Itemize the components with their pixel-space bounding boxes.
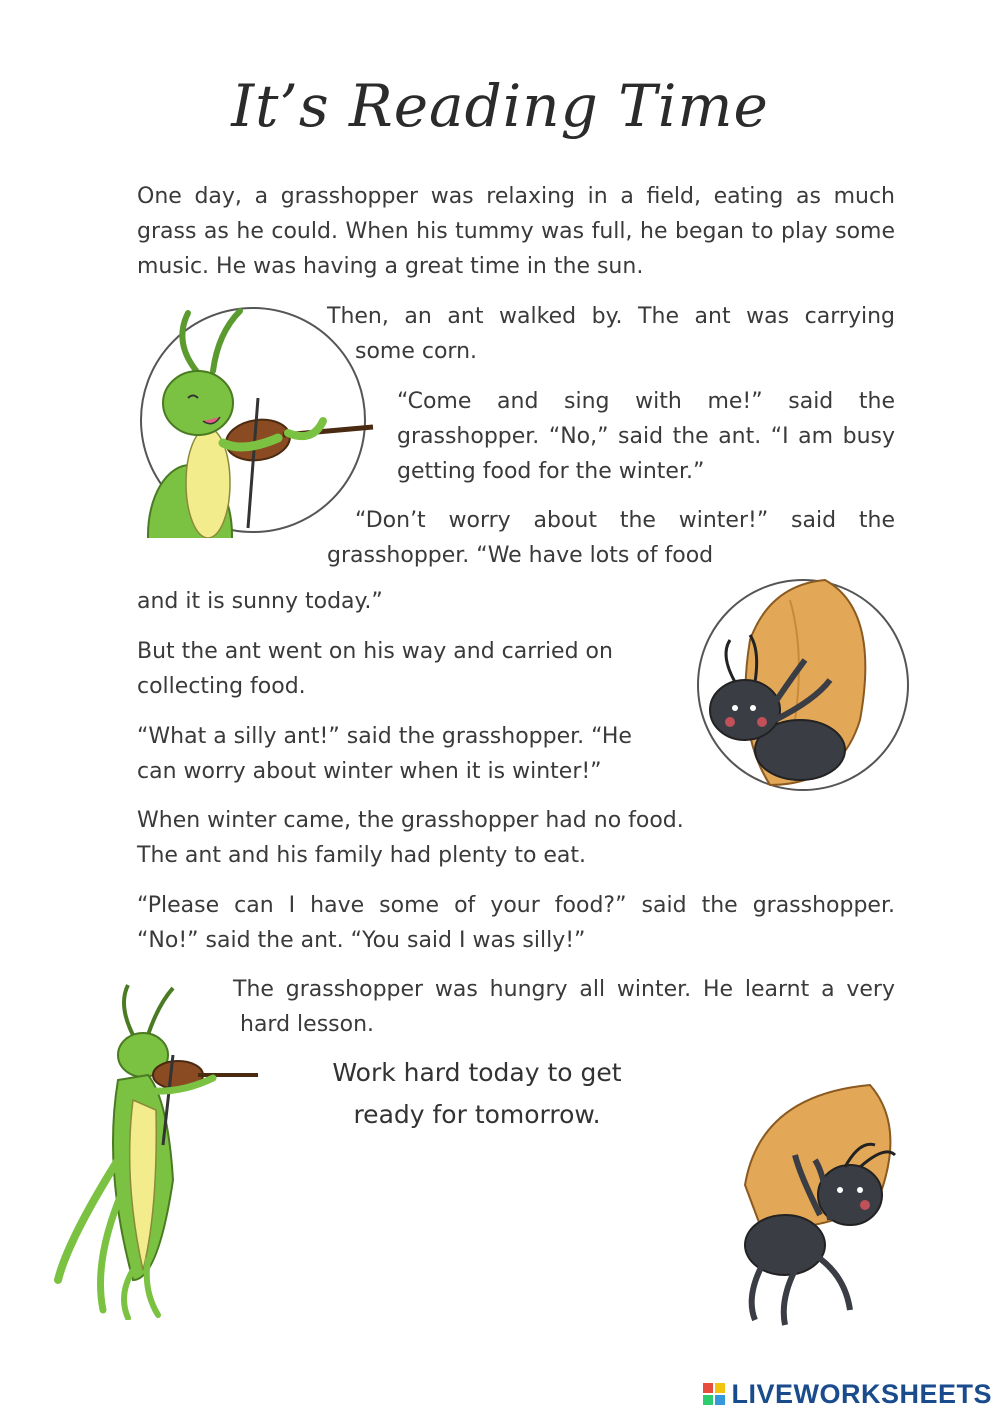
story-paragraph-3: “Come and sing with me!” said the grasshopper. “No,” said the ant. “I am busy getting food for the winter.”	[397, 389, 895, 484]
story-paragraph-5: But the ant went on his way and carried on collecting food.	[137, 639, 613, 699]
liveworksheets-watermark	[703, 1379, 992, 1409]
standing-grasshopper-illustration	[48, 980, 268, 1320]
story-paragraph-7-line-1: When winter came, the grasshopper had no food.	[137, 808, 684, 833]
story-paragraph-4-line-1: “Don’t worry about the winter!” said the	[355, 508, 895, 533]
liveworksheets-logo-icon	[703, 1383, 725, 1405]
story-paragraph-2-line-1: Then, an ant walked by. The ant was carrying	[327, 304, 895, 329]
story-moral: Work hard today to get ready for tomorrow.	[332, 1058, 622, 1129]
ant-carrying-seed-bottom-illustration	[700, 1075, 930, 1330]
story-paragraph-4-line-3: and it is sunny today.”	[137, 589, 383, 614]
story-paragraph-1: One day, a grasshopper was relaxing in a field, eating as much grass as he could. When his tummy was full, he began to play some music. He was having a great time in the sun.	[137, 184, 895, 279]
story-paragraph-7-line-2: The ant and his family had plenty to eat.	[137, 843, 587, 868]
page-title: It’s Reading Time	[231, 72, 769, 140]
story-paragraph-2-line-2: some corn.	[355, 339, 478, 364]
story-paragraph-8-line-1: “Please can I have some of your food?” said the grasshopper.	[137, 893, 895, 918]
grasshopper-violin-illustration	[128, 303, 383, 538]
story-paragraph-8-line-2: “No!” said the ant. “You said I was silly!”	[137, 928, 586, 953]
story-paragraph-9-line-1: The grasshopper was hungry all winter. He learnt a very	[233, 977, 895, 1002]
story-paragraph-9-line-2: hard lesson.	[240, 1012, 375, 1037]
story-paragraph-4-line-2: grasshopper. “We have lots of food	[327, 543, 714, 568]
story-paragraph-6: “What a silly ant!” said the grasshopper. “He can worry about winter when it is winter!”	[137, 724, 632, 784]
ant-carrying-seed-illustration	[690, 570, 920, 805]
brand-name: LIVEWORKSHEETS	[731, 1378, 992, 1409]
